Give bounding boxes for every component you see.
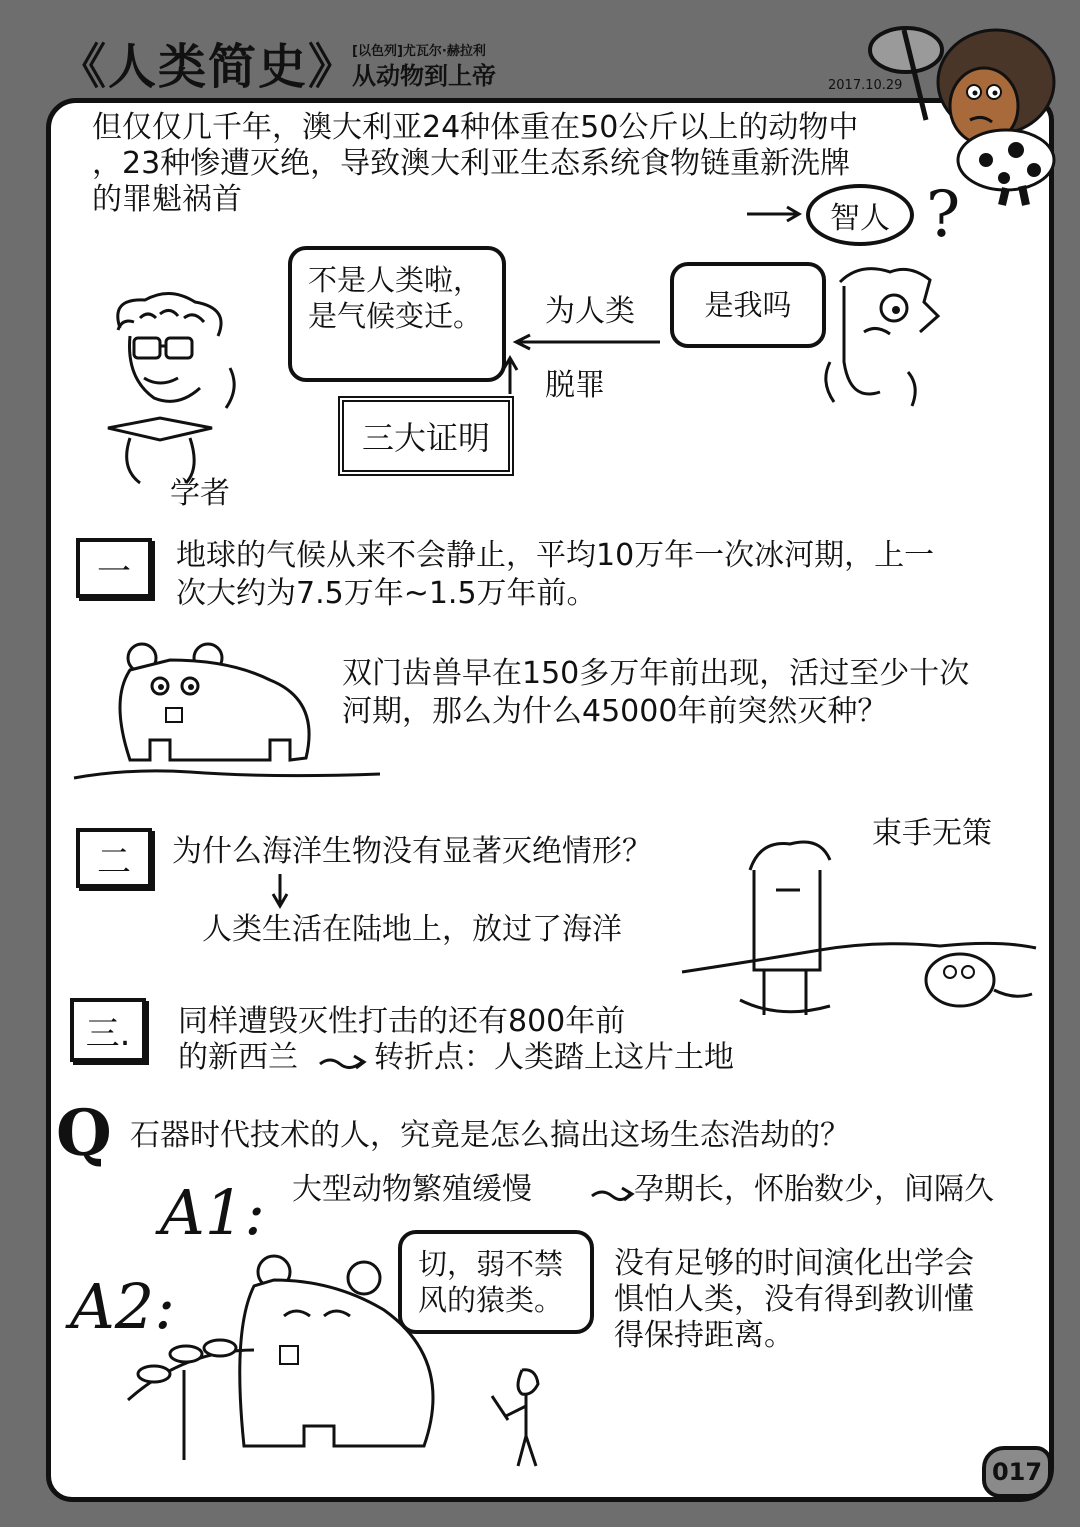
left-arrow-icon <box>512 332 662 352</box>
arrow-label-bottom: 脱罪 <box>545 368 605 403</box>
helpless-label: 束手无策 <box>872 816 992 851</box>
point-3-line-2a: 的新西兰 <box>178 1040 298 1075</box>
a2-label: A2: <box>70 1270 176 1343</box>
a1-label: A1: <box>160 1176 266 1249</box>
a1-text: 大型动物繁殖缓慢 <box>292 1172 532 1207</box>
point-1-line-2: 次大约为7.5万年~1.5万年前。 <box>176 576 597 611</box>
intro-line-1: 但仅仅几千年，澳大利亚24种体重在50公斤以上的动物中 <box>92 110 859 145</box>
scholar-speech-bubble <box>288 246 506 382</box>
a2-text-line-1: 没有足够的时间演化出学会 <box>614 1246 974 1281</box>
squiggle-arrow-icon-2 <box>590 1184 636 1204</box>
sapiens-illustration <box>820 262 950 412</box>
point-3-line-1: 同样遭毁灭性打击的还有800年前 <box>178 1004 626 1039</box>
point-3-number: 三. <box>85 1013 131 1054</box>
diprotodon-line-1: 双门齿兽早在150多万年前出现，活过至少十次 <box>342 656 970 691</box>
a1-result: 孕期长，怀胎数少，间隔久 <box>634 1172 994 1207</box>
sapiens-label: 智人 <box>830 201 890 236</box>
a2-bubble-line-2: 风的猿类。 <box>418 1283 564 1317</box>
a2-text-line-3: 得保持距离。 <box>614 1318 794 1353</box>
squiggle-arrow-icon <box>318 1052 368 1072</box>
point-2-question: 为什么海洋生物没有显著灭绝情形？ <box>172 834 652 869</box>
point-2-answer: 人类生活在陆地上，放过了海洋 <box>202 912 622 947</box>
a2-speech-bubble <box>398 1230 594 1334</box>
scholar-illustration <box>100 288 250 488</box>
book-title: 《人类简史》 <box>58 39 359 95</box>
qa-question: 石器时代技术的人，究竟是怎么搞出这场生态浩劫的？ <box>130 1118 850 1153</box>
point-1-line-1: 地球的气候从来不会静止，平均10万年一次冰河期，上一 <box>176 538 935 573</box>
note-date: 2017.10.29 <box>828 78 903 93</box>
point-3-number-box <box>70 998 146 1062</box>
down-arrow-icon <box>270 872 290 908</box>
man-by-sea-illustration <box>680 830 1040 1030</box>
a2-text-line-2: 惧怕人类，没有得到教训懂 <box>614 1282 974 1317</box>
arrow-label-top: 为人类 <box>545 294 635 329</box>
page-number-badge <box>982 1446 1052 1498</box>
diprotodon-line-2: 河期，那么为什么45000年前突然灭种？ <box>342 694 888 729</box>
book-author: [以色列]尤瓦尔·赫拉利 <box>352 44 486 59</box>
point-2-number: 二 <box>97 841 131 882</box>
sapiens-bubble-text: 是我吗 <box>704 288 792 322</box>
page-number: 017 <box>991 1458 1043 1486</box>
three-proofs-frame <box>338 396 514 476</box>
point-1-number: 一 <box>97 551 131 592</box>
book-subtitle: 从动物到上帝 <box>352 62 496 90</box>
up-arrow-icon <box>500 356 520 396</box>
sapiens-oval <box>806 184 914 246</box>
caveman-mascot-illustration <box>866 20 1066 210</box>
scholar-label: 学者 <box>170 476 230 511</box>
point-1-number-box <box>76 538 152 598</box>
point-2-number-box <box>76 828 152 888</box>
small-human-illustration <box>488 1366 558 1470</box>
q-letter: Q <box>56 1096 112 1171</box>
intro-line-2: ，23种惨遭灭绝，导致澳大利亚生态系统食物链重新洗牌 <box>92 146 851 181</box>
point-3-line-2b: 转折点：人类踏上这片土地 <box>374 1040 734 1075</box>
scholar-bubble-line-1: 不是人类啦， <box>308 263 483 297</box>
three-proofs-label: 三大证明 <box>361 419 490 457</box>
a2-bubble-line-1: 切，弱不禁 <box>418 1247 564 1281</box>
question-mark: ? <box>926 178 961 252</box>
sapiens-speech-bubble <box>670 262 826 348</box>
arrow-to-sapiens-icon <box>745 204 805 224</box>
intro-line-3: 的罪魁祸首 <box>92 182 242 217</box>
scholar-bubble-line-2: 是气候变迁。 <box>308 299 483 333</box>
